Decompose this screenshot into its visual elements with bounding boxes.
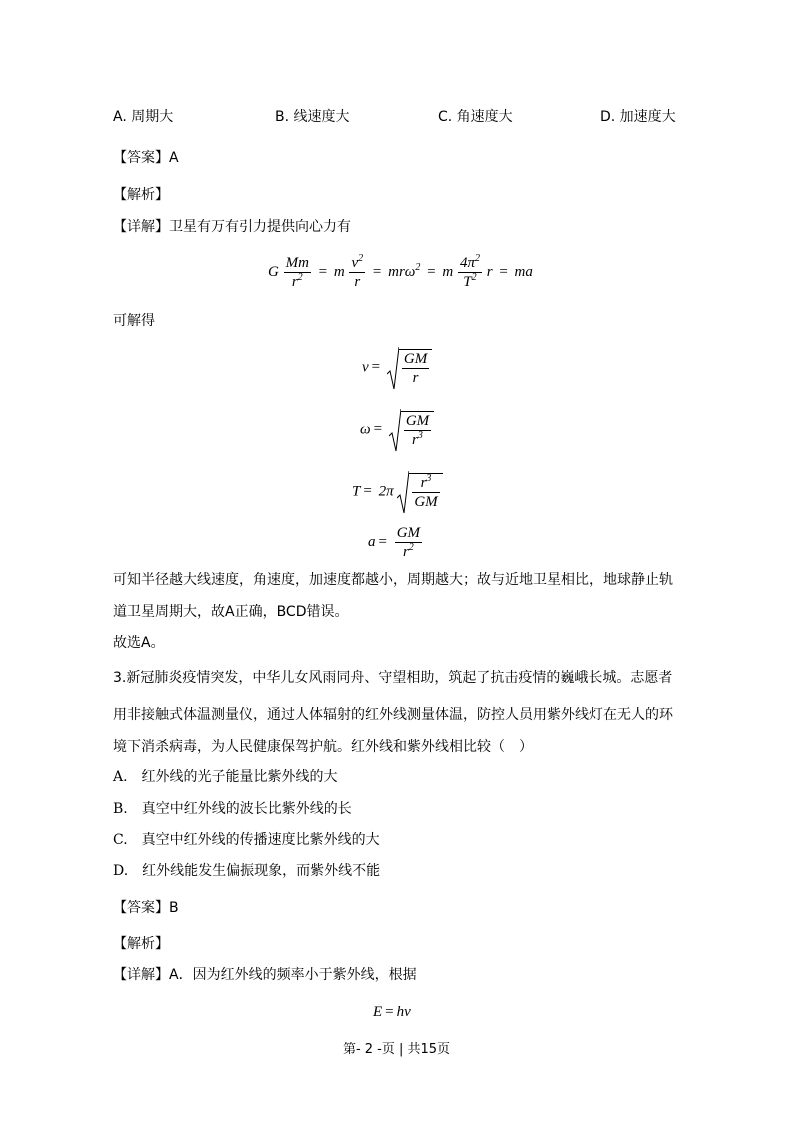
option-b: B. 线速度大 [275,109,350,125]
q3-stem-line-1: 3.新冠肺炎疫情突发，中华儿女风雨同舟、守望相助，筑起了抗击疫情的巍峨长城。志愿者 [113,670,673,686]
detail-tag: 【详解】 [113,219,169,235]
formula-period: T = 2π $\frac{r^3}{GM}$ [352,470,443,514]
answer-line [113,149,179,167]
fraction-mm-r2: $\frac{Mm}{r^2}$ [285,255,309,290]
radical-sign [397,470,409,514]
radical-sign [387,346,399,390]
option-a: A. 周期大 [113,109,174,125]
option-d: D. 加速度大 [600,109,676,125]
radical-sign [389,408,401,452]
fraction-4pi2-t2: $\frac{4\pi^2}{T^2}$ [459,253,480,290]
q3-option-b: B. 真空中红外线的波长比紫外线的长 [113,801,352,817]
detail-line [113,218,351,236]
formula-v: v = $\frac{GM}{r}$ [362,346,432,390]
detail-text: 卫星有万有引力提供向心力有 [169,219,351,235]
q3-answer-line [113,899,179,917]
formula-photon-energy: E = hν [373,1004,411,1020]
answer-tag: 【答案】 [113,900,169,916]
q3-stem-line-2: 用非接触式体温测量仪，通过人体辐射的红外线测量体温，防控人员用紫外线灯在无人的环 [113,707,673,723]
detail-tag: 【详解】 [113,967,169,983]
q3-option-a: A. 红外线的光子能量比紫外线的大 [113,769,338,785]
analysis-tag: 【解析】 [113,187,169,203]
formula-acceleration: a = $\frac{GM}{r^2}$ [368,525,421,560]
q3-stem-line-3: 境下消杀病毒，为人民健康保驾护航。红外线和紫外线相比较（ ） [113,739,533,755]
formula-gravitation: G $\frac{Mm}{r^2}$ = m $\frac{v^2}{r}$ = mrω$^2$ = m $\frac{4\pi^2}{T^2}$ r = ma [268,253,533,290]
q3-detail-line [113,966,417,984]
fraction-v2-r: $\frac{v^2}{r}$ [351,253,364,290]
answer-tag: 【答案】 [113,150,169,166]
conclusion-line-2: 道卫星周期大，故A正确，BCD错误。 [113,604,349,620]
choose-text: 故选A。 [113,635,165,651]
solve-text: 可解得 [113,313,155,329]
detail-text: A．因为红外线的频率小于紫外线，根据 [169,967,417,983]
answer-value: B [169,900,179,916]
formula-omega: ω = $\frac{GM}{r^3}$ [360,408,434,452]
page-footer: 第- 2 -页 | 共15页 [342,1042,451,1057]
q3-option-c: C. 真空中红外线的传播速度比紫外线的大 [113,832,380,848]
answer-value: A [169,150,179,166]
option-c: C. 角速度大 [438,109,513,125]
q3-analysis-tag: 【解析】 [113,936,169,952]
conclusion-line-1: 可知半径越大线速度，角速度，加速度都越小，周期越大；故与近地卫星相比，地球静止轨 [113,572,673,588]
q3-option-d: D. 红外线能发生偏振现象，而紫外线不能 [113,863,381,879]
